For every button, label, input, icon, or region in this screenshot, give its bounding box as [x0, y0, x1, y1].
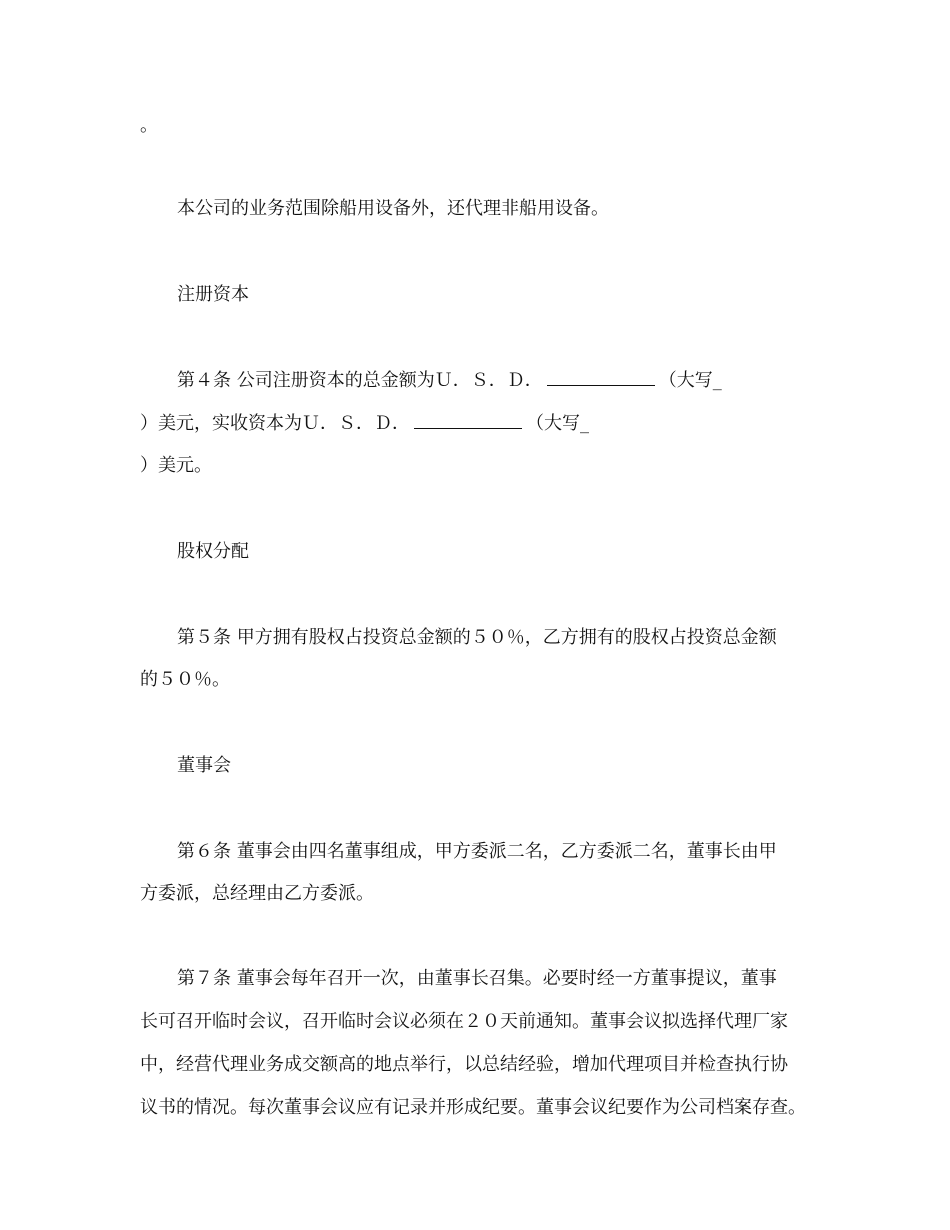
- article-5-line-2: 的５０％。: [140, 669, 230, 690]
- article-7-line-4: 议书的情况。每次董事会议应有记录并形成纪要。董事会议纪要作为公司档案存查。: [140, 1097, 806, 1118]
- article-6-line-1: 第６条 董事会由四名董事组成，甲方委派二名，乙方委派二名，董事长由甲: [177, 841, 777, 862]
- paid-in-capital-blank: [414, 411, 522, 429]
- article-4-line-3: ）美元。: [140, 455, 212, 476]
- article-4-line-1-suffix: （大写_: [658, 370, 722, 391]
- heading-equity-distribution: 股权分配: [177, 541, 249, 562]
- article-7-line-1: 第７条 董事会每年召开一次，由董事长召集。必要时经一方董事提议，董事: [177, 968, 777, 989]
- article-6-line-2: 方委派，总经理由乙方委派。: [140, 883, 374, 904]
- article-4-line-2: [140, 411, 589, 436]
- article-7-line-3: 中，经营代理业务成交额高的地点举行，以总结经验，增加代理项目并检查执行协: [140, 1054, 788, 1075]
- heading-board-of-directors: 董事会: [177, 755, 231, 776]
- total-capital-blank: [547, 368, 655, 386]
- article-7-line-2: 长可召开临时会议，召开临时会议必须在２０天前通知。董事会议拟选择代理厂家: [140, 1011, 788, 1032]
- article-4-line-2-suffix: （大写_: [526, 413, 589, 434]
- article-5-line-1: 第５条 甲方拥有股权占投资总金额的５０％，乙方拥有的股权占投资总金额: [177, 627, 777, 648]
- article-4-line-2-text: ）美元，实收资本为Ｕ．Ｓ．Ｄ．: [140, 413, 410, 434]
- heading-registered-capital: 注册资本: [177, 284, 249, 305]
- scope-paragraph: 本公司的业务范围除船用设备外，还代理非船用设备。: [177, 198, 609, 219]
- article-4-line-1: [177, 368, 722, 393]
- fragment-punctuation: 。: [140, 115, 158, 136]
- article-4-line-1-text: 第４条 公司注册资本的总金额为Ｕ．Ｓ．Ｄ．: [177, 370, 543, 391]
